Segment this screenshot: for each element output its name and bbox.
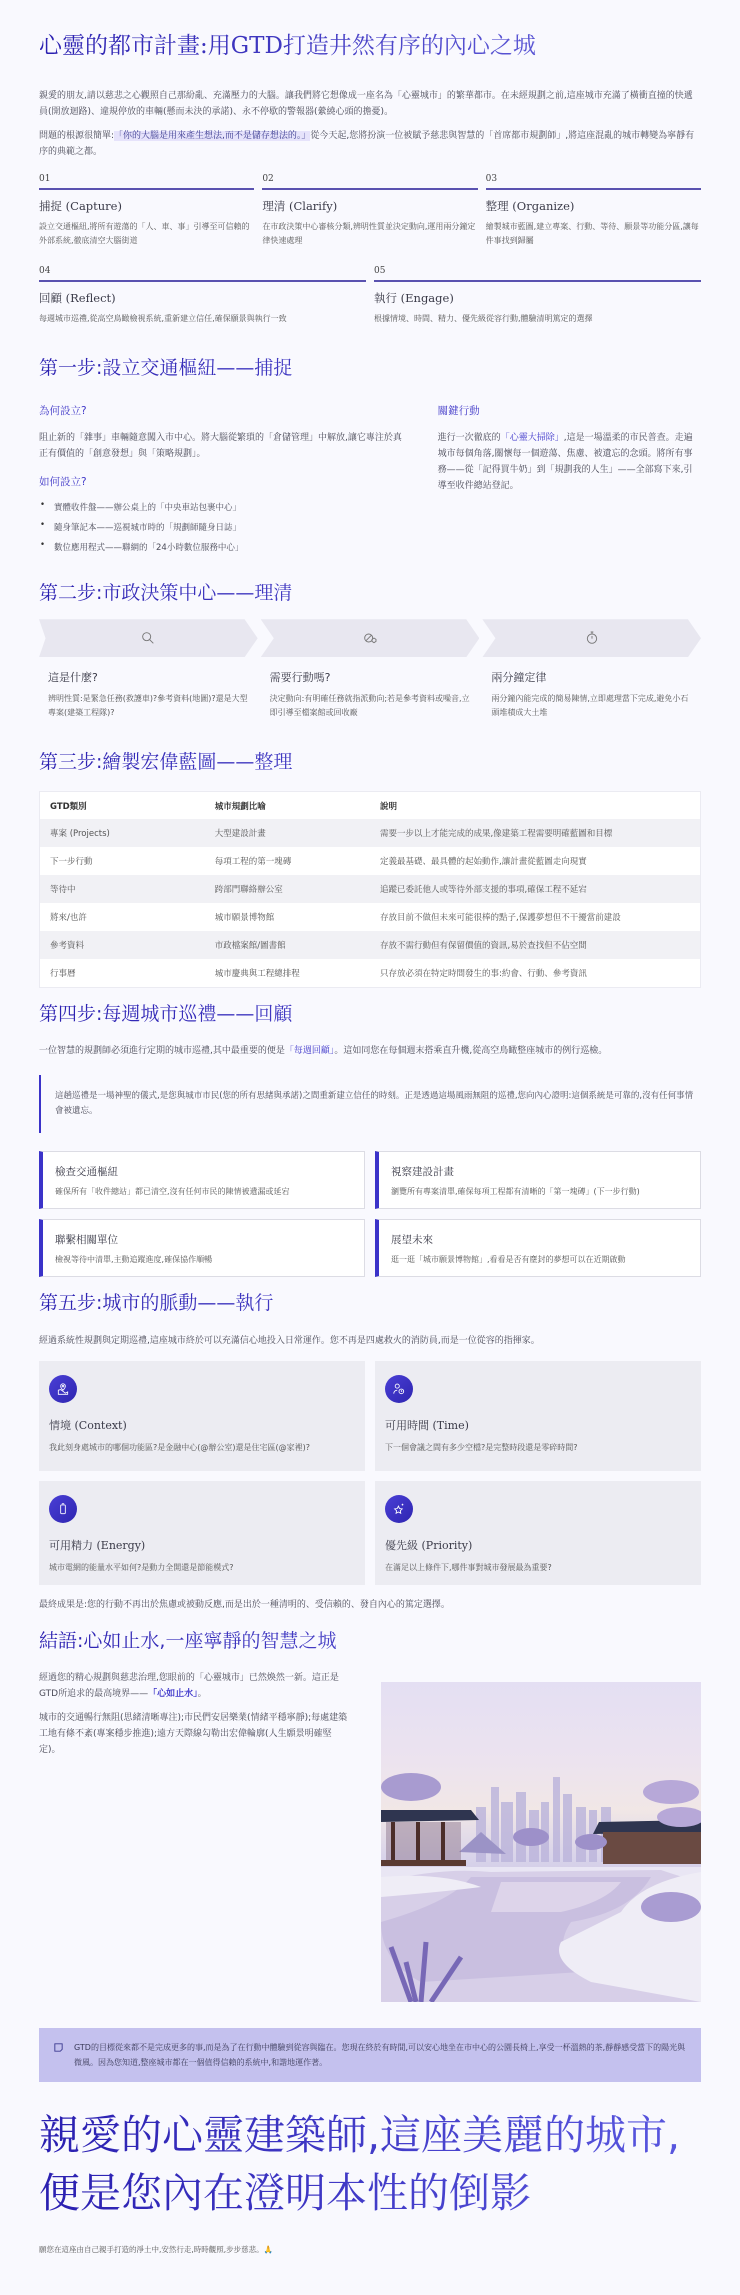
- step-reflect: [39, 266, 366, 326]
- review-card: [39, 1151, 365, 1209]
- icon-badge: [49, 1495, 77, 1523]
- table-cell: 追蹤已委託他人或等待外部支援的事項,確保工程不延宕: [370, 875, 701, 903]
- review-card: [375, 1219, 701, 1277]
- step-number: 05: [374, 266, 701, 282]
- step-number: 04: [39, 266, 366, 282]
- table-row: [40, 875, 701, 903]
- reflect-quote: [39, 1075, 701, 1133]
- step-capture: [39, 174, 254, 248]
- clarify-flow: [39, 619, 701, 657]
- step-number: 02: [262, 174, 477, 190]
- table-cell: 只存放必須在特定時間發生的事:約會、行動、參考資訊: [370, 959, 701, 987]
- map-pin-icon: [56, 1382, 70, 1396]
- step-desc: 設立交通樞紐,將所有遊蕩的「人、車、事」引導至可信賴的外部系統,徹底清空大腦街道: [39, 221, 250, 245]
- step-engage: [374, 266, 701, 326]
- reflect-intro-lead: 一位智慧的規劃師必須進行定期的城市巡禮,其中最重要的便是: [39, 1045, 285, 1056]
- table-cell: 等待中: [40, 875, 205, 903]
- star-icon: [392, 1502, 406, 1516]
- section-title: 第一步:設立交通樞紐——捕捉: [39, 356, 701, 381]
- stage-title: 兩分鐘定律: [491, 671, 547, 685]
- step-number: 03: [486, 174, 701, 190]
- closing-footer: 願您在這座由自己親手打造的淨土中,安然行走,時時觀照,步步慈悲。🙏: [39, 2245, 273, 2255]
- table-cell: 城市慶典與工程總排程: [205, 959, 370, 987]
- why-text: 阻止新的「雜事」車輛隨意闖入市中心。將大腦從繁瑣的「倉儲管理」中解放,讓它專注於真正有價值的「創意發想」與「策略規劃」。: [39, 432, 402, 459]
- key-action-lead: 進行一次徹底的: [437, 432, 501, 443]
- table-cell: 大型建設計畫: [205, 819, 370, 847]
- table-cell: 將來/也許: [40, 903, 205, 931]
- table-row: [40, 847, 701, 875]
- engage-card-time: [375, 1361, 701, 1471]
- table-cell: 每項工程的第一塊磚: [205, 847, 370, 875]
- engage-card-energy: [39, 1481, 365, 1585]
- card-title: 檢查交通樞紐: [55, 1165, 118, 1178]
- flow-stage-text: [39, 669, 258, 720]
- table-cell: 跨部門聯絡辦公室: [205, 875, 370, 903]
- card-desc: 我此刻身處城市的哪個功能區?是金融中心(@辦公室)還是住宅區(@家裡)?: [49, 1443, 310, 1453]
- still-water-highlight: 「心如止水」: [148, 1689, 198, 1700]
- section-title: 第四步:每週城市巡禮——回顧: [39, 1002, 701, 1027]
- conclusion-paragraph: [39, 1670, 351, 1702]
- table-header-row: [40, 791, 701, 819]
- table-cell: 市政檔案館/圖書館: [205, 931, 370, 959]
- table-cell: 存放目前不做但未來可能很棒的點子,保護夢想但不干擾當前建設: [370, 903, 701, 931]
- reflect-intro-rest: 。這如同您在每個週末搭乘直升機,從高空鳥瞰整座城市的例行巡檢。: [334, 1045, 608, 1056]
- engage-cards: [39, 1361, 701, 1585]
- engage-outro: 最終成果是:您的行動不再出於焦慮或被動反應,而是出於一種清明的、受信賴的、發自內心的篤定選擇。: [39, 1600, 450, 1611]
- stage-desc: 決定動向:有明確任務就指派動向;若是參考資料或噪音,立即引導至檔案館或回收廠: [269, 694, 470, 718]
- step-name: 理清 (Clarify): [262, 198, 338, 213]
- step-clarify: [262, 174, 477, 248]
- table-cell: 下一步行動: [40, 847, 205, 875]
- intro-problem-rest: 從今天起,您將扮演一位被賦予慈悲與智慧的「首席都市規劃師」,將這座混亂的城市轉變為寧靜有序的典範之都。: [39, 130, 695, 157]
- card-desc: 檢視等待中清單,主動追蹤進度,確保協作順暢: [55, 1254, 213, 1264]
- table-cell: 需要一步以上才能完成的成果,像建築工程需要明確藍圖和目標: [370, 819, 701, 847]
- section-clarify: [39, 581, 701, 721]
- step-name: 整理 (Organize): [485, 198, 575, 213]
- card-desc: 確保所有「收件總站」都已清空,沒有任何市民的陳情被遺漏或延宕: [55, 1186, 290, 1196]
- page-title: 心靈的都市計畫:用GTD打造井然有序的內心之城: [39, 32, 701, 62]
- step-organize: [486, 174, 701, 248]
- flow-stage-action: [261, 619, 480, 657]
- key-action-rest: ,這是一場溫柔的市民普查。走遍城市每個角落,關懷每一個遊蕩、焦慮、被遺忘的念頭。將所有事務——從「記得買牛奶」到「規劃我的人生」——全部寫下來,引導至收件總站登記。: [437, 432, 693, 491]
- flow-stage-text: [482, 669, 701, 720]
- card-title: 視察建設計畫: [391, 1165, 454, 1178]
- gtd-steps-row-1: [39, 174, 701, 248]
- table-cell: 定義最基礎、最具體的起始動作,讓計畫從藍圖走向現實: [370, 847, 701, 875]
- search-icon: [140, 630, 156, 646]
- user-clock-icon: [392, 1382, 406, 1396]
- section-reflect: [39, 1002, 701, 1277]
- closing-headline: 親愛的心靈建築師,這座美麗的城市,便是您內在澄明本性的倒影: [39, 2106, 701, 2222]
- section-capture: [39, 356, 701, 561]
- note-icon: [53, 2042, 64, 2053]
- table-cell: 城市願景博物館: [205, 903, 370, 931]
- table-cell: 存放不需行動但有保留價值的資訊,易於查找但不佔空間: [370, 931, 701, 959]
- flow-stage-what: [39, 619, 258, 657]
- section-organize: [39, 750, 701, 988]
- stage-title: 這是什麼?: [48, 671, 98, 685]
- column-header: GTD類別: [40, 791, 205, 819]
- icon-badge: [385, 1375, 413, 1403]
- step-desc: 根據情境、時間、精力、優先級從容行動,體驗清明篤定的選擇: [374, 313, 593, 323]
- card-title: 優先級 (Priority): [385, 1539, 473, 1553]
- review-card: [375, 1151, 701, 1209]
- table-row: [40, 931, 701, 959]
- step-name: 執行 (Engage): [374, 290, 454, 305]
- table-cell: 專案 (Projects): [40, 819, 205, 847]
- conclusion-paragraph-2: 城市的交通暢行無阻(思緒清晰專注);市民們安居樂業(情緒平穩寧靜);每處建築工地有條不紊(專案穩步推進);遠方天際線勾勒出宏偉輪廓(人生願景明確堅定)。: [39, 1713, 348, 1756]
- step-name: 捕捉 (Capture): [39, 198, 122, 213]
- section-title: 第二步:市政決策中心——理清: [39, 581, 701, 606]
- callout-text: GTD的目標從來都不是完成更多的事,而是為了在行動中體驗到從容與臨在。您現在終於有時間,可以安心地坐在市中心的公園長椅上,享受一杯溫熱的茶,靜靜感受當下的陽光與微風。因為您知道,整座城市都在一個值得信賴的系統中,和諧地運作著。: [74, 2043, 686, 2068]
- table-row: [40, 903, 701, 931]
- engage-card-context: [39, 1361, 365, 1471]
- review-card: [39, 1219, 365, 1277]
- card-desc: 城市電網的能量水平如何?是動力全開還是節能模式?: [49, 1563, 234, 1573]
- table-cell: 參考資料: [40, 931, 205, 959]
- illustration-art: [381, 1682, 701, 2002]
- quote-text: 這趟巡禮是一場神聖的儀式,是您與城市市民(您的所有思緒與承諾)之間重新建立信任的時刻。正是透過這場風雨無阻的巡禮,您向內心證明:這個系統是可靠的,沒有任何事情會被遺忘。: [55, 1090, 694, 1116]
- why-heading: 為何設立?: [39, 404, 87, 417]
- intro-paragraph: 親愛的朋友,請以慈悲之心觀照自己那紛亂、充滿壓力的大腦。讓我們將它想像成一座名為「心靈城市」的繁華都市。在未經規劃之前,這座城市充滿了橫衝直撞的快遞員(開放迴路)、違規停放的車輛(懸而未決的承諾)、永不停歇的警報器(縈繞心頭的擔憂)。: [39, 90, 693, 117]
- card-title: 可用精力 (Energy): [49, 1539, 146, 1553]
- section-engage: [39, 1291, 701, 1614]
- key-action-highlight: 「心靈大掃除」: [500, 432, 564, 443]
- icon-badge: [49, 1375, 77, 1403]
- column-header: 城市規劃比喻: [205, 791, 370, 819]
- step-name: 回顧 (Reflect): [39, 290, 116, 305]
- card-desc: 逛一逛「城市願景博物館」,看看是否有塵封的夢想可以在近期啟動: [391, 1254, 626, 1264]
- conclusion-lead: 經過您的精心規劃與慈悲治理,您眼前的「心靈城市」已然煥然一新。這正是GTD所追求的最高境界——: [39, 1673, 339, 1700]
- section-conclusion: [39, 1629, 701, 2002]
- stopwatch-icon: [584, 630, 600, 646]
- card-title: 情境 (Context): [49, 1419, 127, 1433]
- list-item: • 隨身筆記本——巡視城市時的「規劃師隨身日誌」: [39, 521, 408, 533]
- engage-intro: 經過系統性規劃與定期巡禮,這座城市終於可以充滿信心地投入日常運作。您不再是四處救火的消防員,而是一位從容的指揮家。: [39, 1336, 540, 1347]
- section-title: 結語:心如止水,一座寧靜的智慧之城: [39, 1629, 701, 1654]
- how-list: [39, 501, 408, 553]
- card-title: 聯繫相關單位: [55, 1233, 118, 1246]
- engage-card-priority: [375, 1481, 701, 1585]
- callout-note: [39, 2028, 701, 2082]
- section-title: 第五步:城市的脈動——執行: [39, 1291, 701, 1316]
- step-desc: 每週城市巡禮,從高空鳥瞰檢視系統,重新建立信任,確保願景與執行一致: [39, 313, 287, 323]
- flow-stage-two-minute: [482, 619, 701, 657]
- list-item: • 數位應用程式——聯網的「24小時數位服務中心」: [39, 541, 408, 553]
- gtd-steps-row-2: [39, 266, 701, 326]
- stage-title: 需要行動嗎?: [269, 671, 331, 685]
- decision-icon: [362, 630, 378, 646]
- step-desc: 在市政決策中心審核分類,辨明性質並決定動向,運用兩分鐘定律快速處理: [262, 221, 476, 245]
- review-cards: [39, 1151, 701, 1277]
- card-title: 展望未來: [391, 1233, 433, 1246]
- how-heading: 如何設立?: [39, 475, 87, 488]
- weekly-review-highlight: 「每週回顧」: [284, 1045, 335, 1056]
- column-header: 說明: [370, 791, 701, 819]
- stage-desc: 辨明性質:是緊急任務(救護車)?參考資料(地圖)?還是大型專案(建築工程隊)?: [48, 694, 248, 718]
- table-row: [40, 819, 701, 847]
- stage-desc: 兩分鐘內能完成的簡易陳情,立即處理當下完成,避免小石頭堆積成大土堆: [491, 694, 689, 718]
- battery-icon: [56, 1502, 70, 1516]
- section-title: 第三步:繪製宏偉藍圖——整理: [39, 750, 701, 775]
- icon-badge: [385, 1495, 413, 1523]
- key-action-text: [438, 430, 701, 494]
- table-row: [40, 959, 701, 987]
- step-desc: 繪製城市藍圖,建立專案、行動、等待、願景等功能分區,讓每件事找到歸屬: [485, 221, 699, 245]
- flow-stage-text: [261, 669, 480, 720]
- intro-problem-paragraph: [39, 128, 701, 160]
- conclusion-end: 。: [197, 1689, 207, 1700]
- table-cell: 行事曆: [40, 959, 205, 987]
- card-desc: 瀏覽所有專案清單,確保每項工程都有清晰的「第一塊磚」(下一步行動): [391, 1186, 640, 1196]
- key-action-heading: 關鍵行動: [437, 404, 480, 417]
- card-desc: 在滿足以上條件下,哪件事對城市發展最為重要?: [385, 1563, 552, 1573]
- step-number: 01: [39, 174, 254, 190]
- intro-problem-lead: 問題的根源很簡單:: [39, 130, 115, 141]
- card-title: 可用時間 (Time): [385, 1419, 469, 1433]
- highlight-quote: 「你的大腦是用來產生想法,而不是儲存想法的。」: [114, 130, 311, 141]
- reflect-intro: [39, 1043, 701, 1059]
- list-item: • 實體收件盤——辦公桌上的「中央車站包裹中心」: [39, 501, 408, 513]
- organize-table: [39, 791, 701, 988]
- zen-garden-city-illustration: [381, 1682, 701, 2002]
- card-desc: 下一個會議之間有多少空檔?是完整時段還是零碎時間?: [385, 1443, 578, 1453]
